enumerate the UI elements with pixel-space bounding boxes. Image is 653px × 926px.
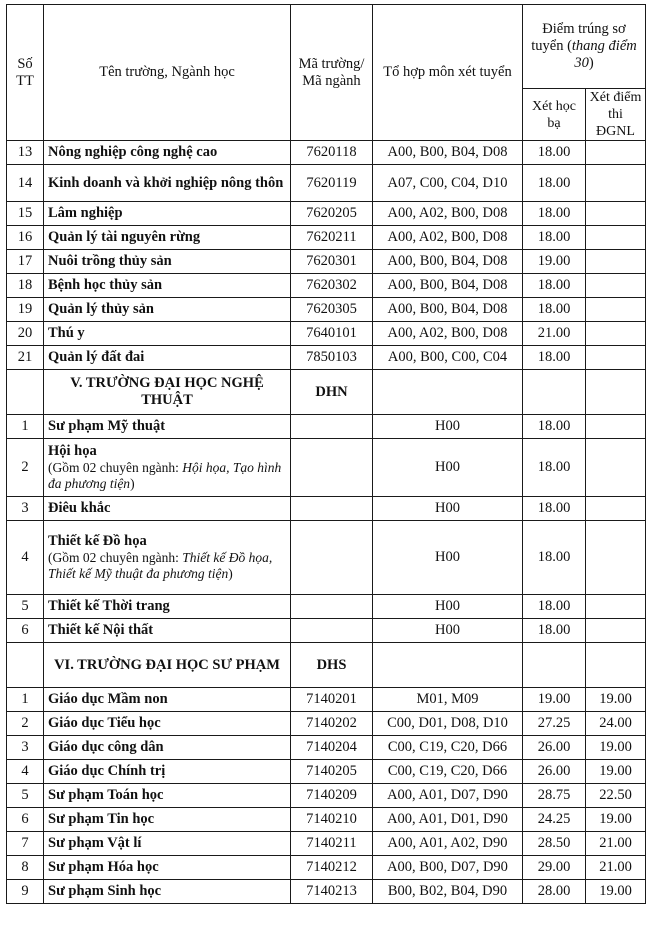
table-row [7, 274, 646, 298]
table-row [7, 226, 646, 250]
row-code [291, 439, 373, 497]
row-score-hocba: 28.75 [523, 784, 586, 808]
major-name: Quản lý thủy sản [48, 301, 154, 317]
table-row [7, 619, 646, 643]
row-score-dgnl [586, 274, 646, 298]
major-name: Quản lý đất đai [48, 349, 145, 365]
row-name-cell [44, 688, 291, 712]
table-row [7, 736, 646, 760]
row-stt: 15 [7, 202, 44, 226]
row-code: 7140204 [291, 736, 373, 760]
header-score-close: ) [588, 55, 594, 71]
row-stt: 2 [7, 712, 44, 736]
row-combo: B00, B02, B04, D90 [373, 880, 523, 904]
row-combo: A07, C00, C04, D10 [373, 165, 523, 202]
row-name-cell [44, 808, 291, 832]
row-score-hocba: 18.00 [523, 521, 586, 595]
major-name: Điêu khắc [48, 500, 111, 516]
major-name: Thiết kế Nội thất [48, 622, 154, 638]
section-score-a [523, 370, 586, 415]
row-name-cell [44, 712, 291, 736]
major-name: Sư phạm Mỹ thuật [48, 418, 166, 434]
row-name-cell [44, 497, 291, 521]
row-code: 7140202 [291, 712, 373, 736]
row-name-cell [44, 619, 291, 643]
major-name: Giáo dục Mầm non [48, 691, 168, 707]
row-name-cell [44, 880, 291, 904]
major-name: Thú y [48, 325, 85, 341]
row-name-cell [44, 439, 291, 497]
row-score-hocba: 21.00 [523, 322, 586, 346]
row-score-hocba: 18.00 [523, 298, 586, 322]
row-code [291, 595, 373, 619]
row-combo: A00, A02, B00, D08 [373, 202, 523, 226]
row-code: 7140213 [291, 880, 373, 904]
row-stt: 3 [7, 497, 44, 521]
section-code: DHN [291, 370, 373, 415]
row-code: 7140211 [291, 832, 373, 856]
row-code [291, 497, 373, 521]
row-combo: A00, A02, B00, D08 [373, 226, 523, 250]
row-name-cell [44, 165, 291, 202]
row-score-hocba: 28.50 [523, 832, 586, 856]
major-name: Nông nghiệp công nghệ cao [48, 144, 218, 160]
row-code: 7850103 [291, 346, 373, 370]
row-combo: A00, B00, B04, D08 [373, 250, 523, 274]
table-row [7, 346, 646, 370]
row-name-cell [44, 415, 291, 439]
row-score-dgnl [586, 346, 646, 370]
table-row [7, 165, 646, 202]
major-name: Hội họa [48, 443, 97, 459]
row-score-hocba: 18.00 [523, 274, 586, 298]
row-stt: 3 [7, 736, 44, 760]
row-name-cell [44, 250, 291, 274]
major-note-suffix: ) [130, 476, 135, 491]
major-name: Sư phạm Tin học [48, 811, 155, 827]
row-score-dgnl [586, 141, 646, 165]
row-name-cell [44, 298, 291, 322]
row-score-hocba: 19.00 [523, 250, 586, 274]
major-name: Thiết kế Thời trang [48, 598, 170, 614]
section-combo [373, 370, 523, 415]
row-code: 7140212 [291, 856, 373, 880]
table-row [7, 497, 646, 521]
row-name-cell [44, 856, 291, 880]
row-stt: 4 [7, 760, 44, 784]
row-score-hocba: 18.00 [523, 141, 586, 165]
row-score-dgnl: 21.00 [586, 832, 646, 856]
row-code: 7620118 [291, 141, 373, 165]
major-name: Giáo dục Chính trị [48, 763, 166, 779]
section-title: VI. TRƯỜNG ĐẠI HỌC SƯ PHẠM [44, 643, 291, 688]
row-score-hocba: 24.25 [523, 808, 586, 832]
row-stt: 7 [7, 832, 44, 856]
row-score-dgnl [586, 595, 646, 619]
row-score-hocba: 19.00 [523, 688, 586, 712]
section-title: V. TRƯỜNG ĐẠI HỌC NGHỆ THUẬT [44, 370, 291, 415]
table-row [7, 760, 646, 784]
table-row [7, 322, 646, 346]
row-score-dgnl [586, 298, 646, 322]
row-score-hocba: 28.00 [523, 880, 586, 904]
table-row [7, 712, 646, 736]
row-combo: A00, B00, B04, D08 [373, 141, 523, 165]
row-score-dgnl [586, 439, 646, 497]
row-score-hocba: 18.00 [523, 346, 586, 370]
row-score-dgnl [586, 415, 646, 439]
row-combo: A00, B00, D07, D90 [373, 856, 523, 880]
row-combo: A00, A01, D07, D90 [373, 784, 523, 808]
row-score-hocba: 29.00 [523, 856, 586, 880]
major-name: Sư phạm Sinh học [48, 883, 162, 899]
row-score-dgnl [586, 322, 646, 346]
row-combo: A00, A02, B00, D08 [373, 322, 523, 346]
row-name-cell [44, 832, 291, 856]
row-score-dgnl [586, 202, 646, 226]
row-stt: 6 [7, 619, 44, 643]
row-score-hocba: 18.00 [523, 439, 586, 497]
major-name: Sư phạm Vật lí [48, 835, 142, 851]
row-stt: 4 [7, 521, 44, 595]
section-score-a [523, 643, 586, 688]
row-score-hocba: 18.00 [523, 595, 586, 619]
row-score-hocba: 18.00 [523, 165, 586, 202]
row-combo: A00, B00, B04, D08 [373, 298, 523, 322]
row-code: 7620301 [291, 250, 373, 274]
header-score-scale: thang điểm 30 [571, 38, 637, 71]
row-code: 7640101 [291, 322, 373, 346]
table-row [7, 595, 646, 619]
row-stt: 6 [7, 808, 44, 832]
row-combo: H00 [373, 439, 523, 497]
row-code: 7140210 [291, 808, 373, 832]
section-combo [373, 643, 523, 688]
row-name-cell [44, 521, 291, 595]
major-note-prefix: (Gồm 02 chuyên ngành: [48, 460, 183, 475]
row-code: 7140205 [291, 760, 373, 784]
table-row [7, 202, 646, 226]
row-code [291, 619, 373, 643]
row-code [291, 521, 373, 595]
section-stt [7, 370, 44, 415]
major-name: Nuôi trồng thủy sản [48, 253, 172, 269]
row-score-dgnl [586, 226, 646, 250]
header-score-dgnl: Xét điểm thi ĐGNL [586, 89, 646, 141]
row-name-cell [44, 322, 291, 346]
major-name: Lâm nghiệp [48, 205, 123, 221]
row-score-hocba: 26.00 [523, 760, 586, 784]
row-name-cell [44, 274, 291, 298]
row-combo: C00, C19, C20, D66 [373, 760, 523, 784]
row-name-cell [44, 784, 291, 808]
row-stt: 1 [7, 688, 44, 712]
row-name-cell [44, 346, 291, 370]
row-code: 7140209 [291, 784, 373, 808]
row-score-hocba: 27.25 [523, 712, 586, 736]
row-combo: A00, A01, D01, D90 [373, 808, 523, 832]
row-score-dgnl: 19.00 [586, 688, 646, 712]
row-score-hocba: 26.00 [523, 736, 586, 760]
row-score-hocba: 18.00 [523, 415, 586, 439]
header-combo: Tổ hợp môn xét tuyển [373, 5, 523, 141]
row-stt: 2 [7, 439, 44, 497]
row-stt: 21 [7, 346, 44, 370]
row-score-dgnl: 19.00 [586, 808, 646, 832]
section-code: DHS [291, 643, 373, 688]
section-score-b [586, 643, 646, 688]
row-score-dgnl: 22.50 [586, 784, 646, 808]
table-row [7, 688, 646, 712]
row-name-cell [44, 760, 291, 784]
major-name: Giáo dục công dân [48, 739, 164, 755]
row-stt: 16 [7, 226, 44, 250]
row-score-dgnl [586, 250, 646, 274]
row-combo: H00 [373, 595, 523, 619]
row-score-hocba: 18.00 [523, 497, 586, 521]
row-stt: 17 [7, 250, 44, 274]
row-score-dgnl: 19.00 [586, 736, 646, 760]
row-score-dgnl [586, 165, 646, 202]
row-stt: 1 [7, 415, 44, 439]
row-code: 7620119 [291, 165, 373, 202]
row-code [291, 415, 373, 439]
table-row [7, 415, 646, 439]
row-score-hocba: 18.00 [523, 202, 586, 226]
row-score-dgnl: 21.00 [586, 856, 646, 880]
table-row [7, 521, 646, 595]
major-name: Sư phạm Toán học [48, 787, 164, 803]
row-score-hocba: 18.00 [523, 226, 586, 250]
row-code: 7140201 [291, 688, 373, 712]
major-name: Thiết kế Đồ họa [48, 533, 147, 549]
section-stt [7, 643, 44, 688]
table-row [7, 141, 646, 165]
row-score-hocba: 18.00 [523, 619, 586, 643]
table-row [7, 250, 646, 274]
table-row [7, 808, 646, 832]
major-note [48, 550, 287, 582]
row-name-cell [44, 141, 291, 165]
row-name-cell [44, 736, 291, 760]
table-row [7, 880, 646, 904]
major-note-specialties: Thiết kế Đồ họa, Thiết kế Mỹ thuật đa phương tiện [48, 550, 273, 581]
row-combo: H00 [373, 415, 523, 439]
table-row [7, 439, 646, 497]
row-name-cell [44, 202, 291, 226]
row-combo: A00, B00, B04, D08 [373, 274, 523, 298]
row-combo: A00, B00, C00, C04 [373, 346, 523, 370]
row-combo: H00 [373, 521, 523, 595]
row-score-dgnl: 19.00 [586, 760, 646, 784]
row-stt: 13 [7, 141, 44, 165]
major-note-specialties: Hội họa, Tạo hình đa phương tiện [48, 460, 282, 491]
table-row [7, 784, 646, 808]
row-stt: 8 [7, 856, 44, 880]
row-score-dgnl [586, 521, 646, 595]
row-score-dgnl [586, 497, 646, 521]
table-row [7, 832, 646, 856]
section-score-b [586, 370, 646, 415]
header-name: Tên trường, Ngành học [44, 5, 291, 141]
row-combo: H00 [373, 619, 523, 643]
header-stt: Số TT [7, 5, 44, 141]
section-row [7, 370, 646, 415]
major-name: Giáo dục Tiểu học [48, 715, 161, 731]
row-code: 7620211 [291, 226, 373, 250]
row-stt: 18 [7, 274, 44, 298]
row-code: 7620302 [291, 274, 373, 298]
row-stt: 14 [7, 165, 44, 202]
row-stt: 20 [7, 322, 44, 346]
row-score-dgnl: 19.00 [586, 880, 646, 904]
header-score-hocba: Xét học bạ [523, 89, 586, 141]
row-code: 7620205 [291, 202, 373, 226]
major-note [48, 460, 287, 492]
table-row [7, 298, 646, 322]
header-code: Mã trường/ Mã ngành [291, 5, 373, 141]
row-stt: 9 [7, 880, 44, 904]
major-name: Bệnh học thủy sản [48, 277, 163, 293]
section-row [7, 643, 646, 688]
major-note-suffix: ) [228, 566, 233, 581]
major-name: Kinh doanh và khởi nghiệp nông thôn [48, 174, 284, 191]
row-score-dgnl [586, 619, 646, 643]
table-row [7, 856, 646, 880]
row-combo: C00, C19, C20, D66 [373, 736, 523, 760]
row-stt: 5 [7, 784, 44, 808]
major-note-prefix: (Gồm 02 chuyên ngành: [48, 550, 183, 565]
row-name-cell [44, 226, 291, 250]
major-name: Quản lý tài nguyên rừng [48, 229, 201, 245]
major-name: Sư phạm Hóa học [48, 859, 159, 875]
row-name-cell [44, 595, 291, 619]
row-combo: A00, A01, A02, D90 [373, 832, 523, 856]
admission-score-table [6, 4, 646, 904]
row-stt: 5 [7, 595, 44, 619]
row-code: 7620305 [291, 298, 373, 322]
row-combo: M01, M09 [373, 688, 523, 712]
row-combo: H00 [373, 497, 523, 521]
header-score-text: Điểm trúng sơ tuyển ( [531, 21, 626, 54]
row-combo: C00, D01, D08, D10 [373, 712, 523, 736]
row-score-dgnl: 24.00 [586, 712, 646, 736]
row-stt: 19 [7, 298, 44, 322]
table-body [7, 141, 646, 904]
header-score [523, 5, 646, 89]
